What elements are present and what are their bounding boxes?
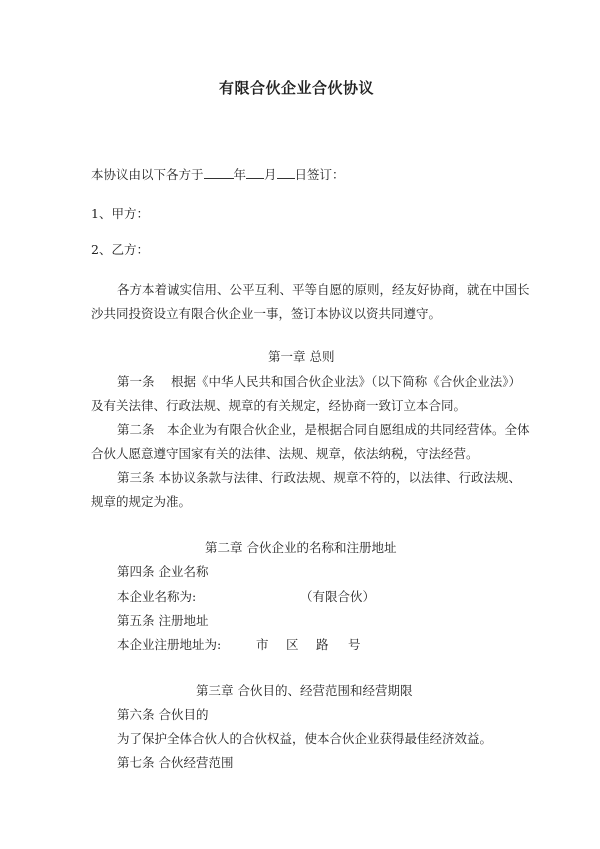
chapter-1-heading: 第一章 总则 xyxy=(268,349,335,364)
address-city: 市 xyxy=(256,637,269,652)
article-4-heading: 第四条 企业名称 xyxy=(117,564,209,579)
article-3-line-1: 第三条 本协议条款与法律、行政法规、规章不符的，以法律、行政法规、 xyxy=(117,470,521,485)
party-b-label: 2、乙方： xyxy=(91,242,149,257)
article-1-line-1: 第一条 根据《中华人民共和国合伙企业法》（以下简称《合伙企业法》） xyxy=(117,374,521,389)
article-7-heading: 第七条 合伙经营范围 xyxy=(117,755,234,770)
year-label: 年 xyxy=(233,167,247,182)
document-title: 有限合伙企业合伙协议 xyxy=(219,79,375,97)
address-district: 区 xyxy=(286,637,299,652)
article-5-heading: 第五条 注册地址 xyxy=(117,613,209,628)
chapter-2-heading: 第二章 合伙企业的名称和注册地址 xyxy=(205,540,397,555)
article-2-line-2: 合伙人愿意遵守国家有关的法律、法规、规章，依法纳税，守法经营。 xyxy=(91,446,479,461)
article-3-line-2: 规章的规定为准。 xyxy=(91,494,192,509)
article-2-line-1: 第二条 本企业为有限合伙企业，是根据合同自愿组成的共同经营体。全体 xyxy=(117,422,530,437)
month-blank[interactable] xyxy=(246,166,264,179)
enterprise-name-suffix: （有限合伙） xyxy=(300,589,376,604)
article-1-line-2: 及有关法律、行政法规、规章的有关规定，经协商一致订立本合同。 xyxy=(91,398,467,413)
enterprise-name-label: 本企业名称为: xyxy=(117,589,197,604)
chapter-3-heading: 第三章 合伙目的、经营范围和经营期限 xyxy=(196,683,413,698)
preamble-line-1: 各方本着诚实信用、公平互利、平等自愿的原则，经友好协商，就在中国长 xyxy=(117,282,530,297)
signing-date-line xyxy=(91,166,345,183)
month-label: 月 xyxy=(264,167,277,182)
day-blank[interactable] xyxy=(277,166,295,179)
party-a-label: 1、甲方： xyxy=(91,206,149,221)
signing-date-prefix: 本协议由以下各方于 xyxy=(91,167,204,182)
article-6-heading: 第六条 合伙目的 xyxy=(117,707,209,722)
day-suffix: 日签订： xyxy=(294,167,345,182)
preamble-line-2: 沙共同投资设立有限合伙企业一事，签订本协议以资共同遵守。 xyxy=(91,306,442,321)
address-number: 号 xyxy=(348,637,361,652)
article-6-body: 为了保护全体合伙人的合伙权益，使本合伙企业获得最佳经济效益。 xyxy=(117,731,493,746)
year-blank[interactable] xyxy=(204,166,234,179)
address-label: 本企业注册地址为: xyxy=(117,637,222,652)
address-road: 路 xyxy=(316,637,329,652)
